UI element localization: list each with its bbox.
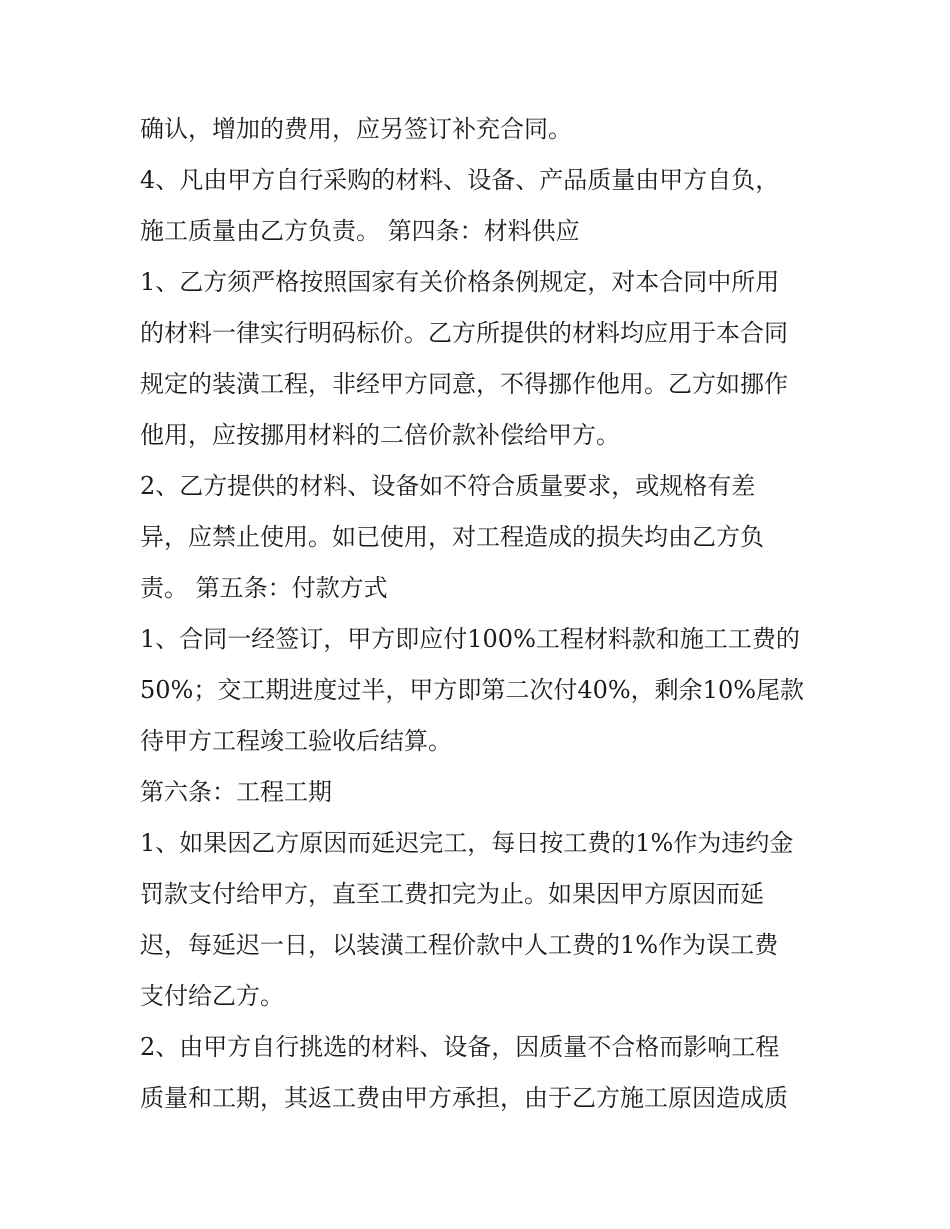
text-line: 确认，增加的费用，应另签订补充合同。 <box>140 115 572 143</box>
text-line: 规定的装潢工程，非经甲方同意，不得挪作他用。乙方如挪作 <box>140 370 788 398</box>
text-line: 迟，每延迟一日，以装潢工程价款中人工费的1%作为误工费 <box>140 931 779 959</box>
text-line: 第六条：工程工期 <box>140 778 332 806</box>
text-line: 待甲方工程竣工验收后结算。 <box>140 727 452 755</box>
text-line: 质量和工期，其返工费由甲方承担，由于乙方施工原因造成质 <box>140 1084 788 1112</box>
text-line: 4、凡由甲方自行采购的材料、设备、产品质量由甲方自负， <box>140 166 780 194</box>
document-body <box>140 104 830 1124</box>
text-line: 罚款支付给甲方，直至工费扣完为止。如果因甲方原因而延 <box>140 880 764 908</box>
text-line: 他用，应按挪用材料的二倍价款补偿给甲方。 <box>140 421 620 449</box>
text-line: 1、如果因乙方原因而延迟完工，每日按工费的1%作为违约金 <box>140 829 794 857</box>
text-line: 的材料一律实行明码标价。乙方所提供的材料均应用于本合同 <box>140 319 788 347</box>
text-line: 支付给乙方。 <box>140 982 284 1010</box>
text-line: 异，应禁止使用。如已使用，对工程造成的损失均由乙方负 <box>140 523 764 551</box>
text-line: 2、乙方提供的材料、设备如不符合质量要求，或规格有差 <box>140 472 756 500</box>
text-line: 50%；交工期进度过半，甲方即第二次付40%，剩余10%尾款 <box>140 676 805 704</box>
text-line: 2、由甲方自行挑选的材料、设备，因质量不合格而影响工程 <box>140 1033 780 1061</box>
text-line: 责。 第五条：付款方式 <box>140 574 388 602</box>
text-line: 1、乙方须严格按照国家有关价格条例规定，对本合同中所用 <box>140 268 780 296</box>
text-line: 施工质量由乙方负责。 第四条：材料供应 <box>140 217 580 245</box>
text-line: 1、合同一经签订，甲方即应付100%工程材料款和施工工费的 <box>140 625 800 653</box>
